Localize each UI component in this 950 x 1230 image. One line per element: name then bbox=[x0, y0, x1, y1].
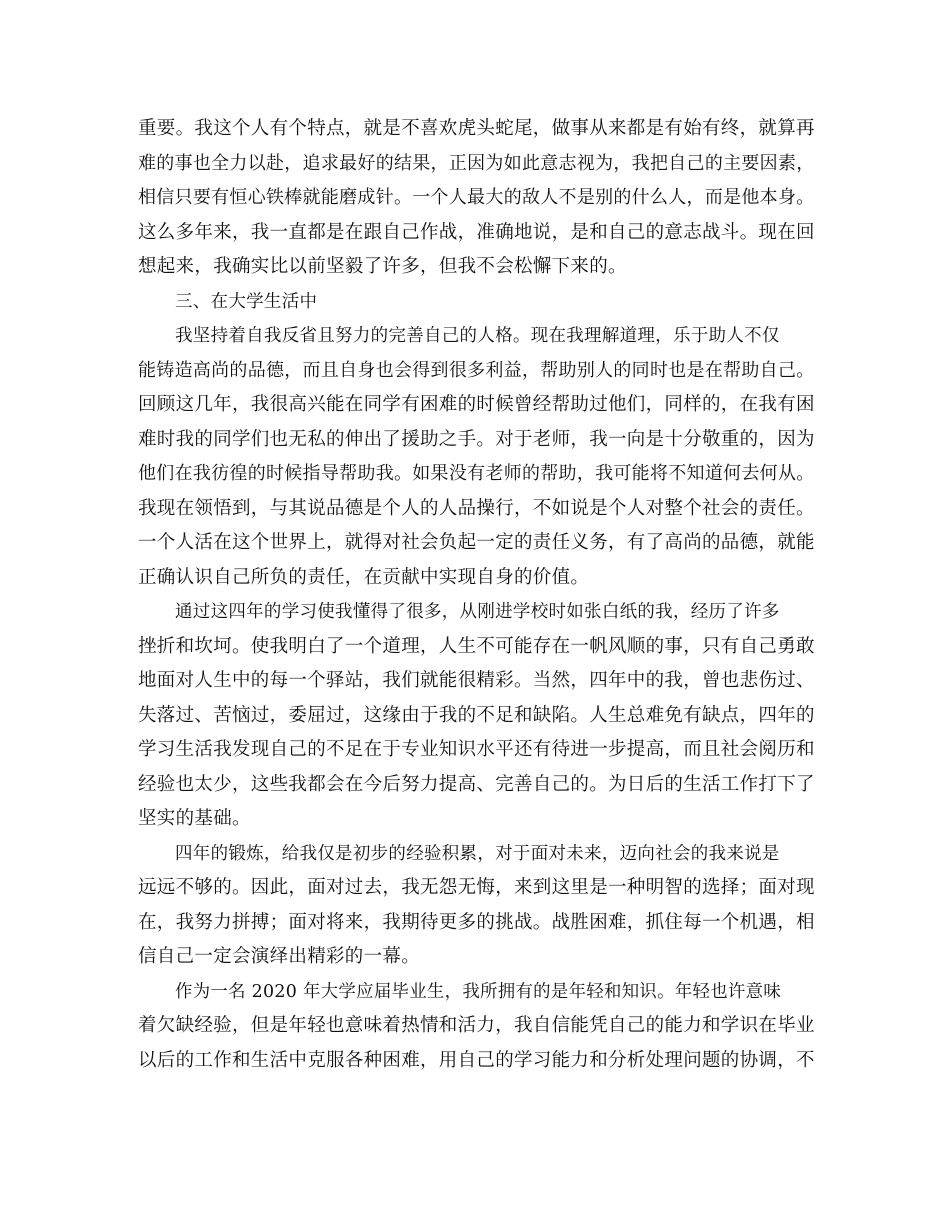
text-line: 我现在领悟到，与其说品德是个人的人品操行，不如说是个人对整个社会的责任。 bbox=[138, 497, 815, 519]
text-line: 想起来，我确实比以前坚毅了许多，但我不会松懈下来的。 bbox=[138, 256, 627, 277]
text-line: 失落过、苦恼过，委屈过，这缘由于我的不足和缺陷。人生总难免有缺点，四年的 bbox=[138, 704, 815, 726]
text-line: 地面对人生中的每一个驿站，我们就能很精彩。当然，四年中的我，曾也悲伤过、 bbox=[138, 670, 815, 691]
text-line: 难时我的同学们也无私的伸出了援助之手。对于老师，我一向是十分敬重的，因为 bbox=[138, 428, 815, 450]
text-line: 通过这四年的学习使我懂得了很多，从刚进学校时如张白纸的我，经历了许多 bbox=[175, 602, 780, 622]
text-line: 着欠缺经验，但是年轻也意味着热情和活力，我自信能凭自己的能力和学识在毕业 bbox=[138, 1015, 815, 1036]
text-line: 一个人活在这个世界上，就得对社会负起一定的责任义务，有了高尚的品德，就能 bbox=[138, 532, 815, 553]
text-line: 能铸造高尚的品德，而且自身也会得到很多利益，帮助别人的同时也是在帮助自己。 bbox=[138, 359, 815, 381]
text-line: 挫折和坎坷。使我明白了一个道理，人生不可能存在一帆风顺的事，只有自己勇敢 bbox=[138, 635, 815, 657]
text-line: 难的事也全力以赴，追求最好的结果，正因为如此意志视为，我把自己的主要因素， bbox=[138, 152, 815, 174]
text-line: 四年的锻炼，给我仅是初步的经验积累，对于面对未来，迈向社会的我来说是 bbox=[175, 843, 780, 864]
text-line: 回顾这几年，我很高兴能在同学有困难的时候曾经帮助过他们，同样的，在我有困 bbox=[138, 394, 815, 415]
text-line: 正确认识自己所负的责任，在贡献中实现自身的价值。 bbox=[138, 566, 590, 588]
text-line: 以后的工作和生活中克服各种困难，用自己的学习能力和分析处理问题的协调，不 bbox=[138, 1049, 815, 1071]
text-line: 在，我努力拼搏；面对将来，我期待更多的挑战。战胜困难，抓住每一个机遇，相 bbox=[138, 911, 815, 933]
text-line: 坚实的基础。 bbox=[138, 808, 251, 829]
text-line: 重要。我这个人有个特点，就是不喜欢虎头蛇尾，做事从来都是有始有终，就算再 bbox=[138, 118, 815, 139]
text-line: 三、在大学生活中 bbox=[175, 291, 318, 312]
document-body bbox=[138, 112, 815, 1078]
text-line: 这么多年来，我一直都是在跟自己作战，准确地说，是和自己的意志战斗。现在回 bbox=[138, 221, 815, 243]
text-line: 相信只要有恒心铁棒就能磨成针。一个人最大的敌人不是别的什么人，而是他本身。 bbox=[138, 187, 815, 208]
text-line: 经验也太少，这些我都会在今后努力提高、完善自己的。为日后的生活工作打下了 bbox=[138, 773, 815, 795]
text-line: 远远不够的。因此，面对过去，我无怨无悔，来到这里是一种明智的选择；面对现 bbox=[138, 877, 815, 898]
text-line: 他们在我彷徨的时候指导帮助我。如果没有老师的帮助，我可能将不知道何去何从。 bbox=[138, 463, 815, 484]
text-line: 作为一名 2020 年大学应届毕业生，我所拥有的是年轻和知识。年轻也许意味 bbox=[175, 981, 782, 1002]
text-line: 我坚持着自我反省且努力的完善自己的人格。现在我理解道理，乐于助人不仅 bbox=[175, 326, 780, 346]
text-line: 学习生活我发现自己的不足在于专业知识水平还有待进一步提高，而且社会阅历和 bbox=[138, 739, 815, 760]
text-line: 信自己一定会演绎出精彩的一幕。 bbox=[138, 946, 421, 967]
